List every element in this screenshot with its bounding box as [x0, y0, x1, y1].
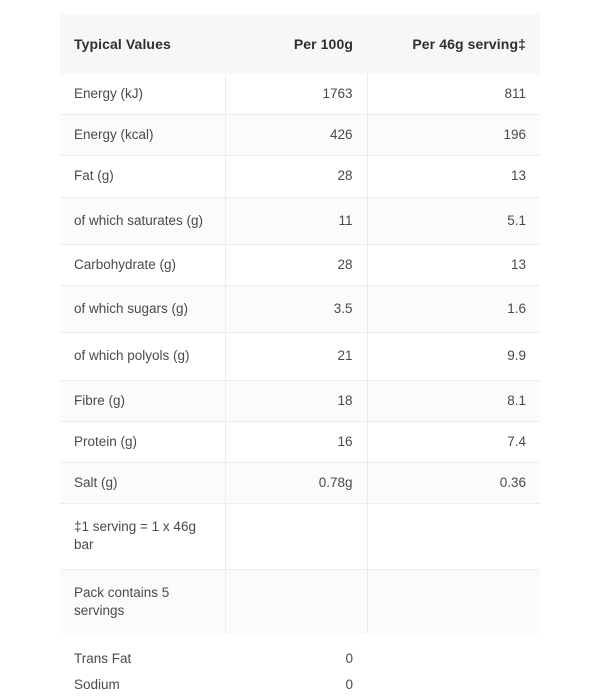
row-label: of which sugars (g): [60, 286, 225, 333]
column-header-per-serving: Per 46g serving‡: [367, 14, 540, 74]
table-row: [60, 646, 540, 672]
row-value-per-100g: 3.5: [225, 286, 367, 333]
row-value-per-100g: 11: [225, 197, 367, 244]
row-value-empty: [367, 672, 540, 698]
row-value-per-100g: 0.78g: [225, 462, 367, 503]
row-value-per-serving: [367, 569, 540, 634]
row-label: ‡1 serving = 1 x 46g bar: [60, 504, 225, 569]
row-value-per-serving: 196: [367, 115, 540, 156]
row-label: Protein (g): [60, 421, 225, 462]
nutrition-table: [60, 14, 540, 634]
row-label: Sodium: [60, 672, 225, 698]
row-label: Trans Fat: [60, 646, 225, 672]
extra-nutrients-table: [60, 646, 540, 698]
table-row: [60, 197, 540, 244]
row-value-per-serving: 13: [367, 156, 540, 197]
row-label: of which polyols (g): [60, 333, 225, 380]
row-label: Energy (kJ): [60, 74, 225, 115]
table-row: [60, 286, 540, 333]
row-value-per-100g: 18: [225, 380, 367, 421]
table-row-footnote: [60, 504, 540, 569]
row-value-per-serving: [367, 504, 540, 569]
column-header-per-100g: Per 100g: [225, 14, 367, 74]
table-row: [60, 74, 540, 115]
row-label: Energy (kcal): [60, 115, 225, 156]
row-value-per-serving: 7.4: [367, 421, 540, 462]
row-label: Carbohydrate (g): [60, 244, 225, 285]
row-value-per-serving: 5.1: [367, 197, 540, 244]
table-body: [60, 74, 540, 634]
row-label: Salt (g): [60, 462, 225, 503]
row-value-per-100g: 426: [225, 115, 367, 156]
row-label: Pack contains 5 servings: [60, 569, 225, 634]
row-value: 0: [225, 672, 367, 698]
row-label: Fat (g): [60, 156, 225, 197]
table-row: [60, 333, 540, 380]
table-row: [60, 672, 540, 698]
row-value: 0: [225, 646, 367, 672]
row-value-per-serving: 1.6: [367, 286, 540, 333]
table-row: [60, 421, 540, 462]
row-label: Fibre (g): [60, 380, 225, 421]
row-value-per-100g: 28: [225, 156, 367, 197]
table-header-row: [60, 14, 540, 74]
row-value-per-100g: 28: [225, 244, 367, 285]
table-row: [60, 462, 540, 503]
column-header-typical-values: Typical Values: [60, 14, 225, 74]
row-value-empty: [367, 646, 540, 672]
row-value-per-100g: 16: [225, 421, 367, 462]
table-row-pack-info: [60, 569, 540, 634]
row-value-per-serving: 9.9: [367, 333, 540, 380]
table-header: [60, 14, 540, 74]
table-row: [60, 156, 540, 197]
row-value-per-100g: [225, 504, 367, 569]
table-row: [60, 380, 540, 421]
row-value-per-serving: 13: [367, 244, 540, 285]
table-row: [60, 115, 540, 156]
row-value-per-100g: 1763: [225, 74, 367, 115]
row-value-per-100g: 21: [225, 333, 367, 380]
row-value-per-serving: 0.36: [367, 462, 540, 503]
row-value-per-serving: 8.1: [367, 380, 540, 421]
row-value-per-100g: [225, 569, 367, 634]
row-value-per-serving: 811: [367, 74, 540, 115]
row-label: of which saturates (g): [60, 197, 225, 244]
table-row: [60, 244, 540, 285]
